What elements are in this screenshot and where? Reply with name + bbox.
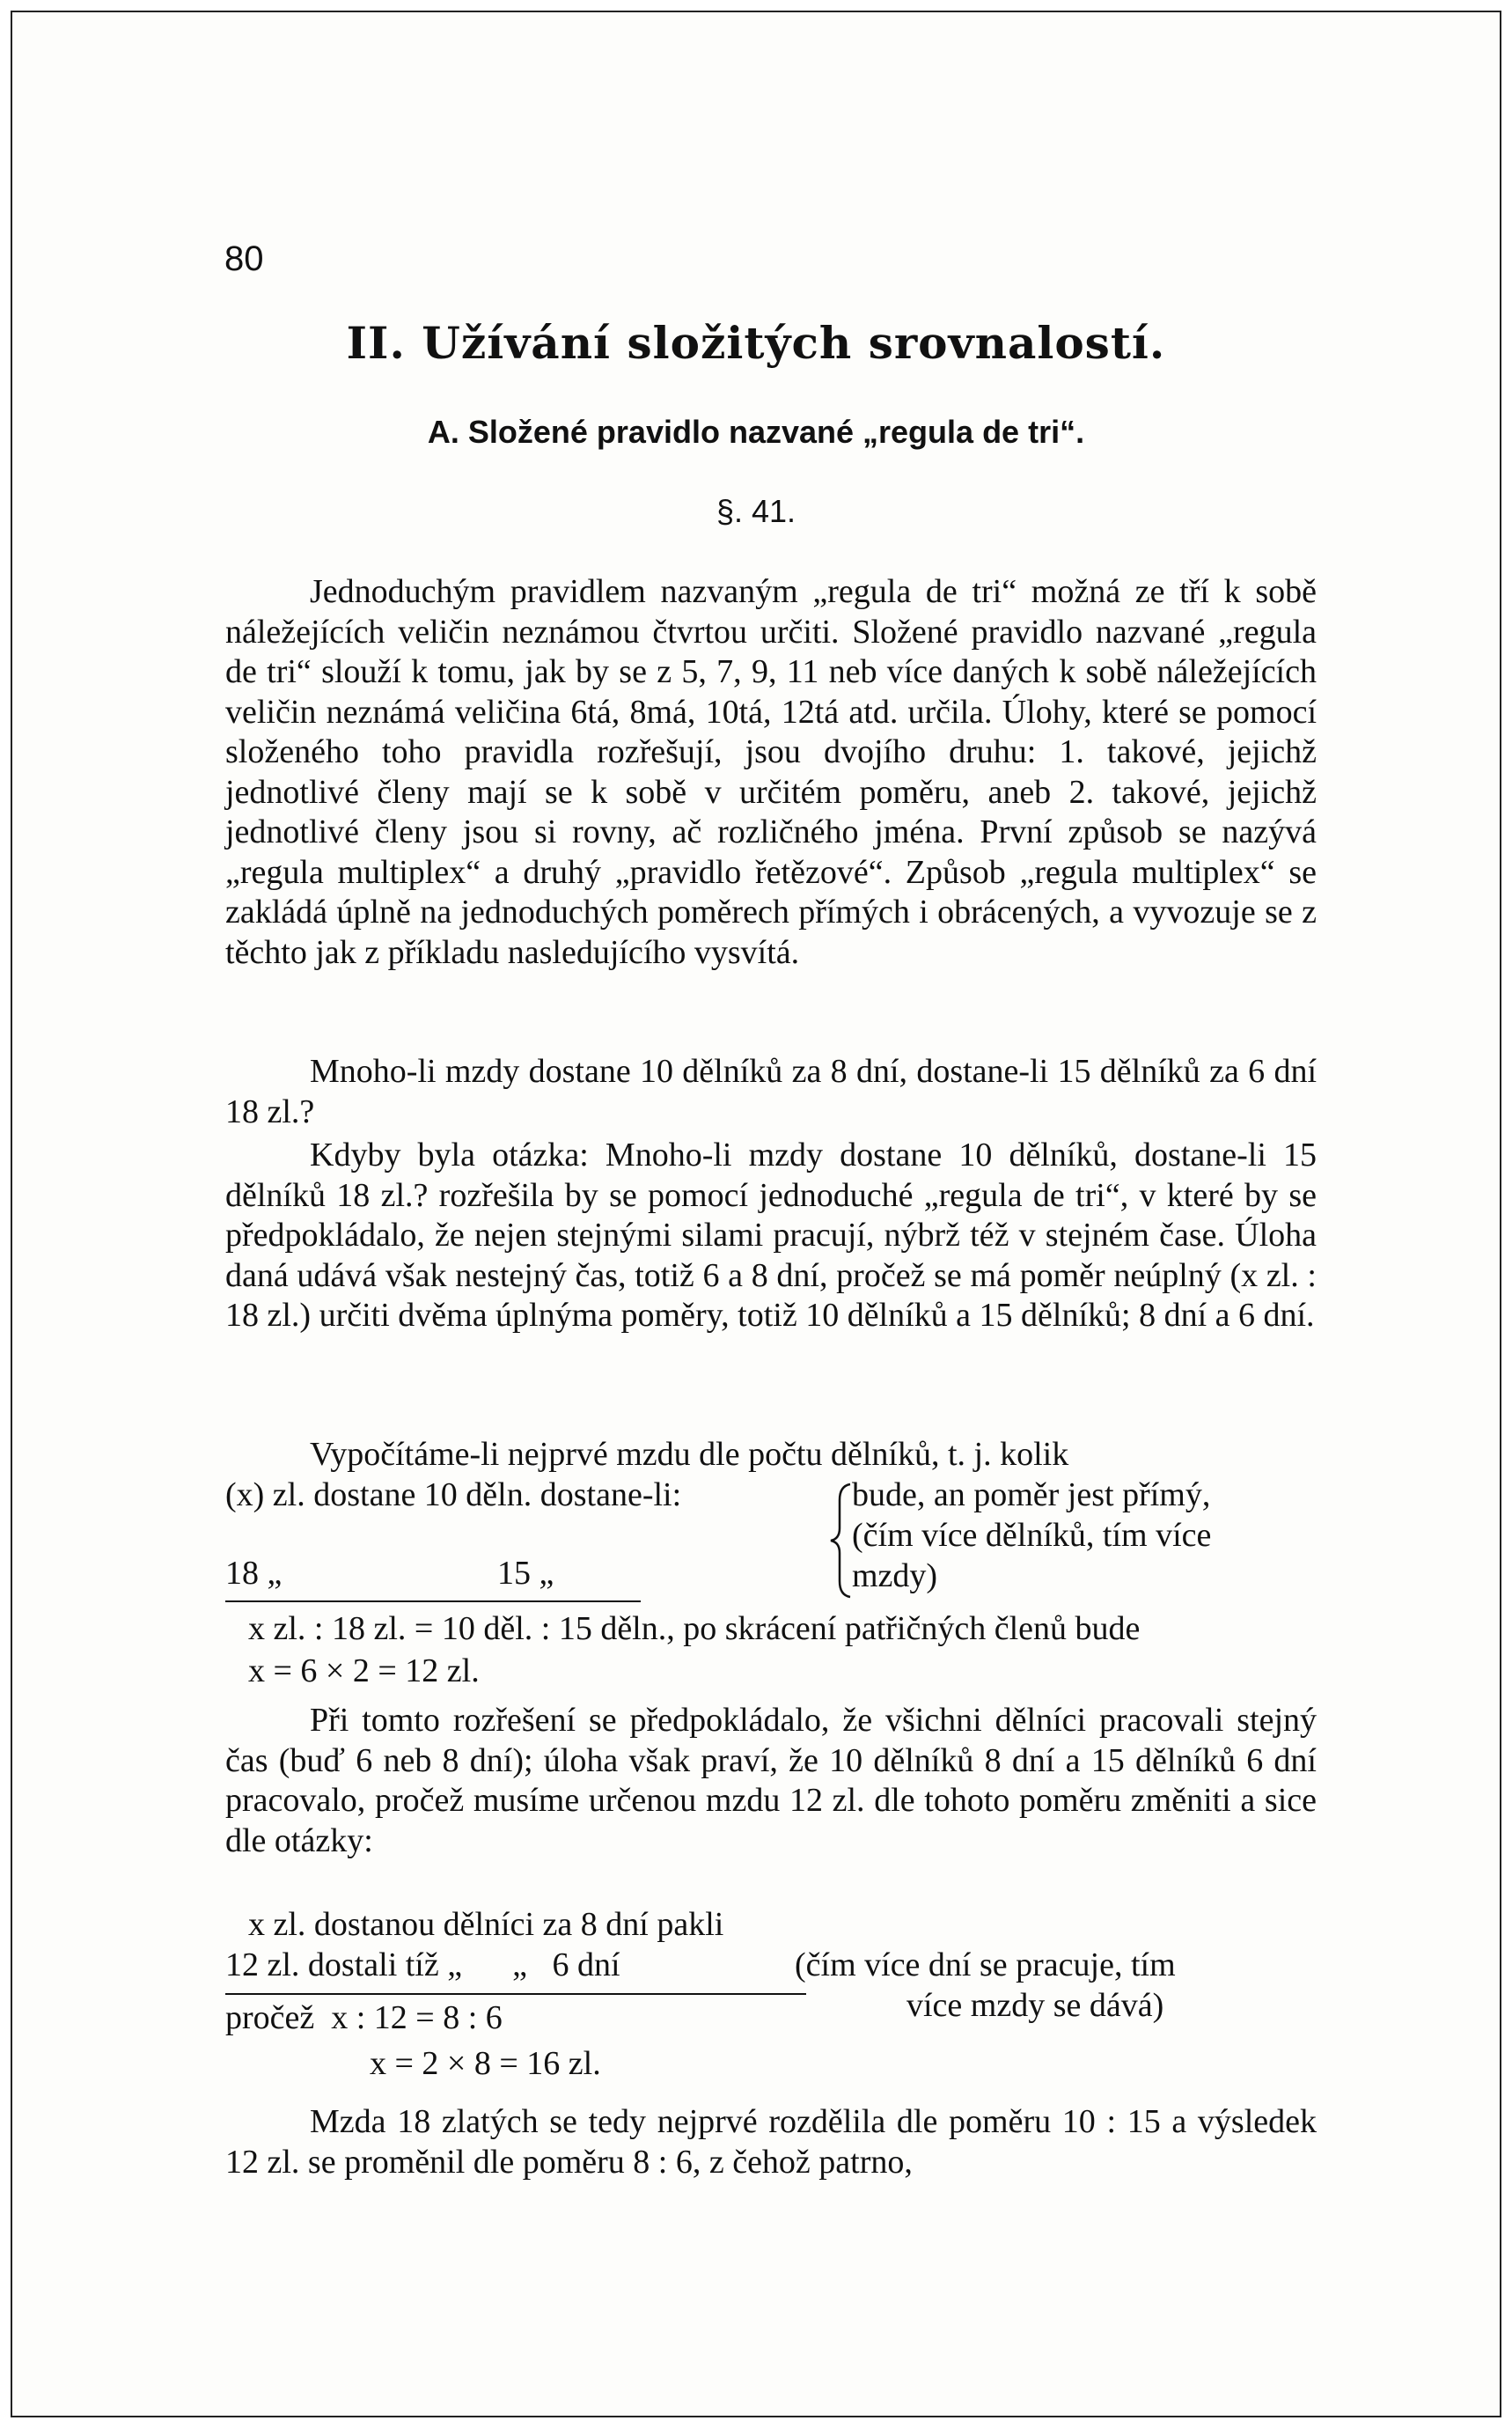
chapter-title: II. Užívání složitých srovnalostí. xyxy=(346,317,1166,369)
section-number: §. 41. xyxy=(716,493,796,529)
example1-rule xyxy=(225,1600,641,1602)
example1-result-1: x zl. : 18 zl. = 10 děl. : 15 děln., po skrácení patřičných členů bude xyxy=(248,1610,1141,1647)
paragraph-second-step: Při tomto rozřešení se předpokládalo, že všichni dělníci pracovali stejný čas (buď 6 neb 8 dní); úloha však praví, že 10 dělníků 8 dní a 15 dělníků 6 dní pracovalo, pročež musíme určenou mzdu 12 zl. dle tohoto poměru změniti a sice dle otázky: xyxy=(225,1702,1317,1859)
example1-row2-a: 18 „ xyxy=(225,1555,283,1592)
paragraph-conclusion: Mzda 18 zlatých se tedy nejprvé rozdělila dle poměru 10 : 15 a výsledek 12 zl. se proměnil dle poměru 8 : 6, z čehož patrno, xyxy=(225,2103,1317,2181)
example2-row4: x = 2 × 8 = 16 zl. xyxy=(370,2045,601,2082)
paragraph-explanation: Kdyby byla otázka: Mnoho-li mzdy dostane 10 dělníků, dostane-li 15 dělníků 18 zl.? rozřešila by se pomocí jednoduché „regula de tri“, v které by se předpokládalo, že nejen stejnými silami pracují, nýbrž též v stejném čase. Úloha daná udává však nestejný čas, totiž 6 a 8 dní, pročež se má poměr neúplný (x zl. : 18 zl.) určiti dvěma úplnýma poměry, totiž 10 dělníků a 15 dělníků; 8 dní a 6 dní. xyxy=(225,1137,1317,1334)
example2-note-2: více mzdy se dává) xyxy=(906,1987,1164,2024)
example2-row3: pročež x : 12 = 8 : 6 xyxy=(225,1999,503,2036)
paragraph-calc-intro: Vypočítáme-li nejprvé mzdu dle počtu dělníků, t. j. kolik xyxy=(310,1436,1069,1473)
example1-row2-b: 15 „ xyxy=(497,1555,554,1592)
paragraph-question: Mnoho-li mzdy dostane 10 dělníků za 8 dní, dostane-li 15 dělníků za 6 dní 18 zl.? xyxy=(225,1053,1317,1130)
example2-row2: 12 zl. dostali tíž „ „ 6 dní xyxy=(225,1946,620,1983)
example1-note-3: mzdy) xyxy=(852,1557,938,1594)
page-number: 80 xyxy=(224,239,264,278)
example2-row1: x zl. dostanou dělníci za 8 dní pakli xyxy=(248,1906,724,1943)
example2-rule xyxy=(225,1993,806,1995)
example1-brace xyxy=(827,1483,854,1599)
example2-note-1: (čím více dní se pracuje, tím xyxy=(795,1946,1176,1983)
paragraph-intro: Jednoduchým pravidlem nazvaným „regula de tri“ možná ze tří k sobě náležejících veličin neznámou čtvrtou určiti. Složené pravidlo nazvané „regula de tri“ slouží k tomu, jak by se z 5, 7, 9, 11 neb více daných k sobě náležejících veličin neznámá veličina 6tá, 8má, 10tá, 12tá atd. určila. Úlohy, které se pomocí složeného toho pravidla rozřešují, jsou dvojího druhu: 1. takové, jejichž jednotlivé členy mají se k sobě v určitém poměru, aneb 2. takové, jejichž jednotlivé členy jsou si rovny, ač rozličného jména. První způsob se nazývá „regula multiplex“ a druhý „pravidlo řetězové“. Způsob „regula multiplex“ se zakládá úplně na jednoduchých poměrech přímých i obrácených, a vyvozuje se z těchto jak z příkladu nasledujícího vysvítá. xyxy=(225,573,1317,971)
example1-row1: (x) zl. dostane 10 děln. dostane-li: xyxy=(225,1476,682,1513)
example1-note-2: (čím více dělníků, tím více xyxy=(852,1517,1212,1554)
subheading: A. Složené pravidlo nazvané „regula de tri“. xyxy=(427,414,1085,450)
example1-note-1: bude, an poměr jest přímý, xyxy=(852,1476,1211,1513)
example1-result-2: x = 6 × 2 = 12 zl. xyxy=(248,1652,480,1689)
